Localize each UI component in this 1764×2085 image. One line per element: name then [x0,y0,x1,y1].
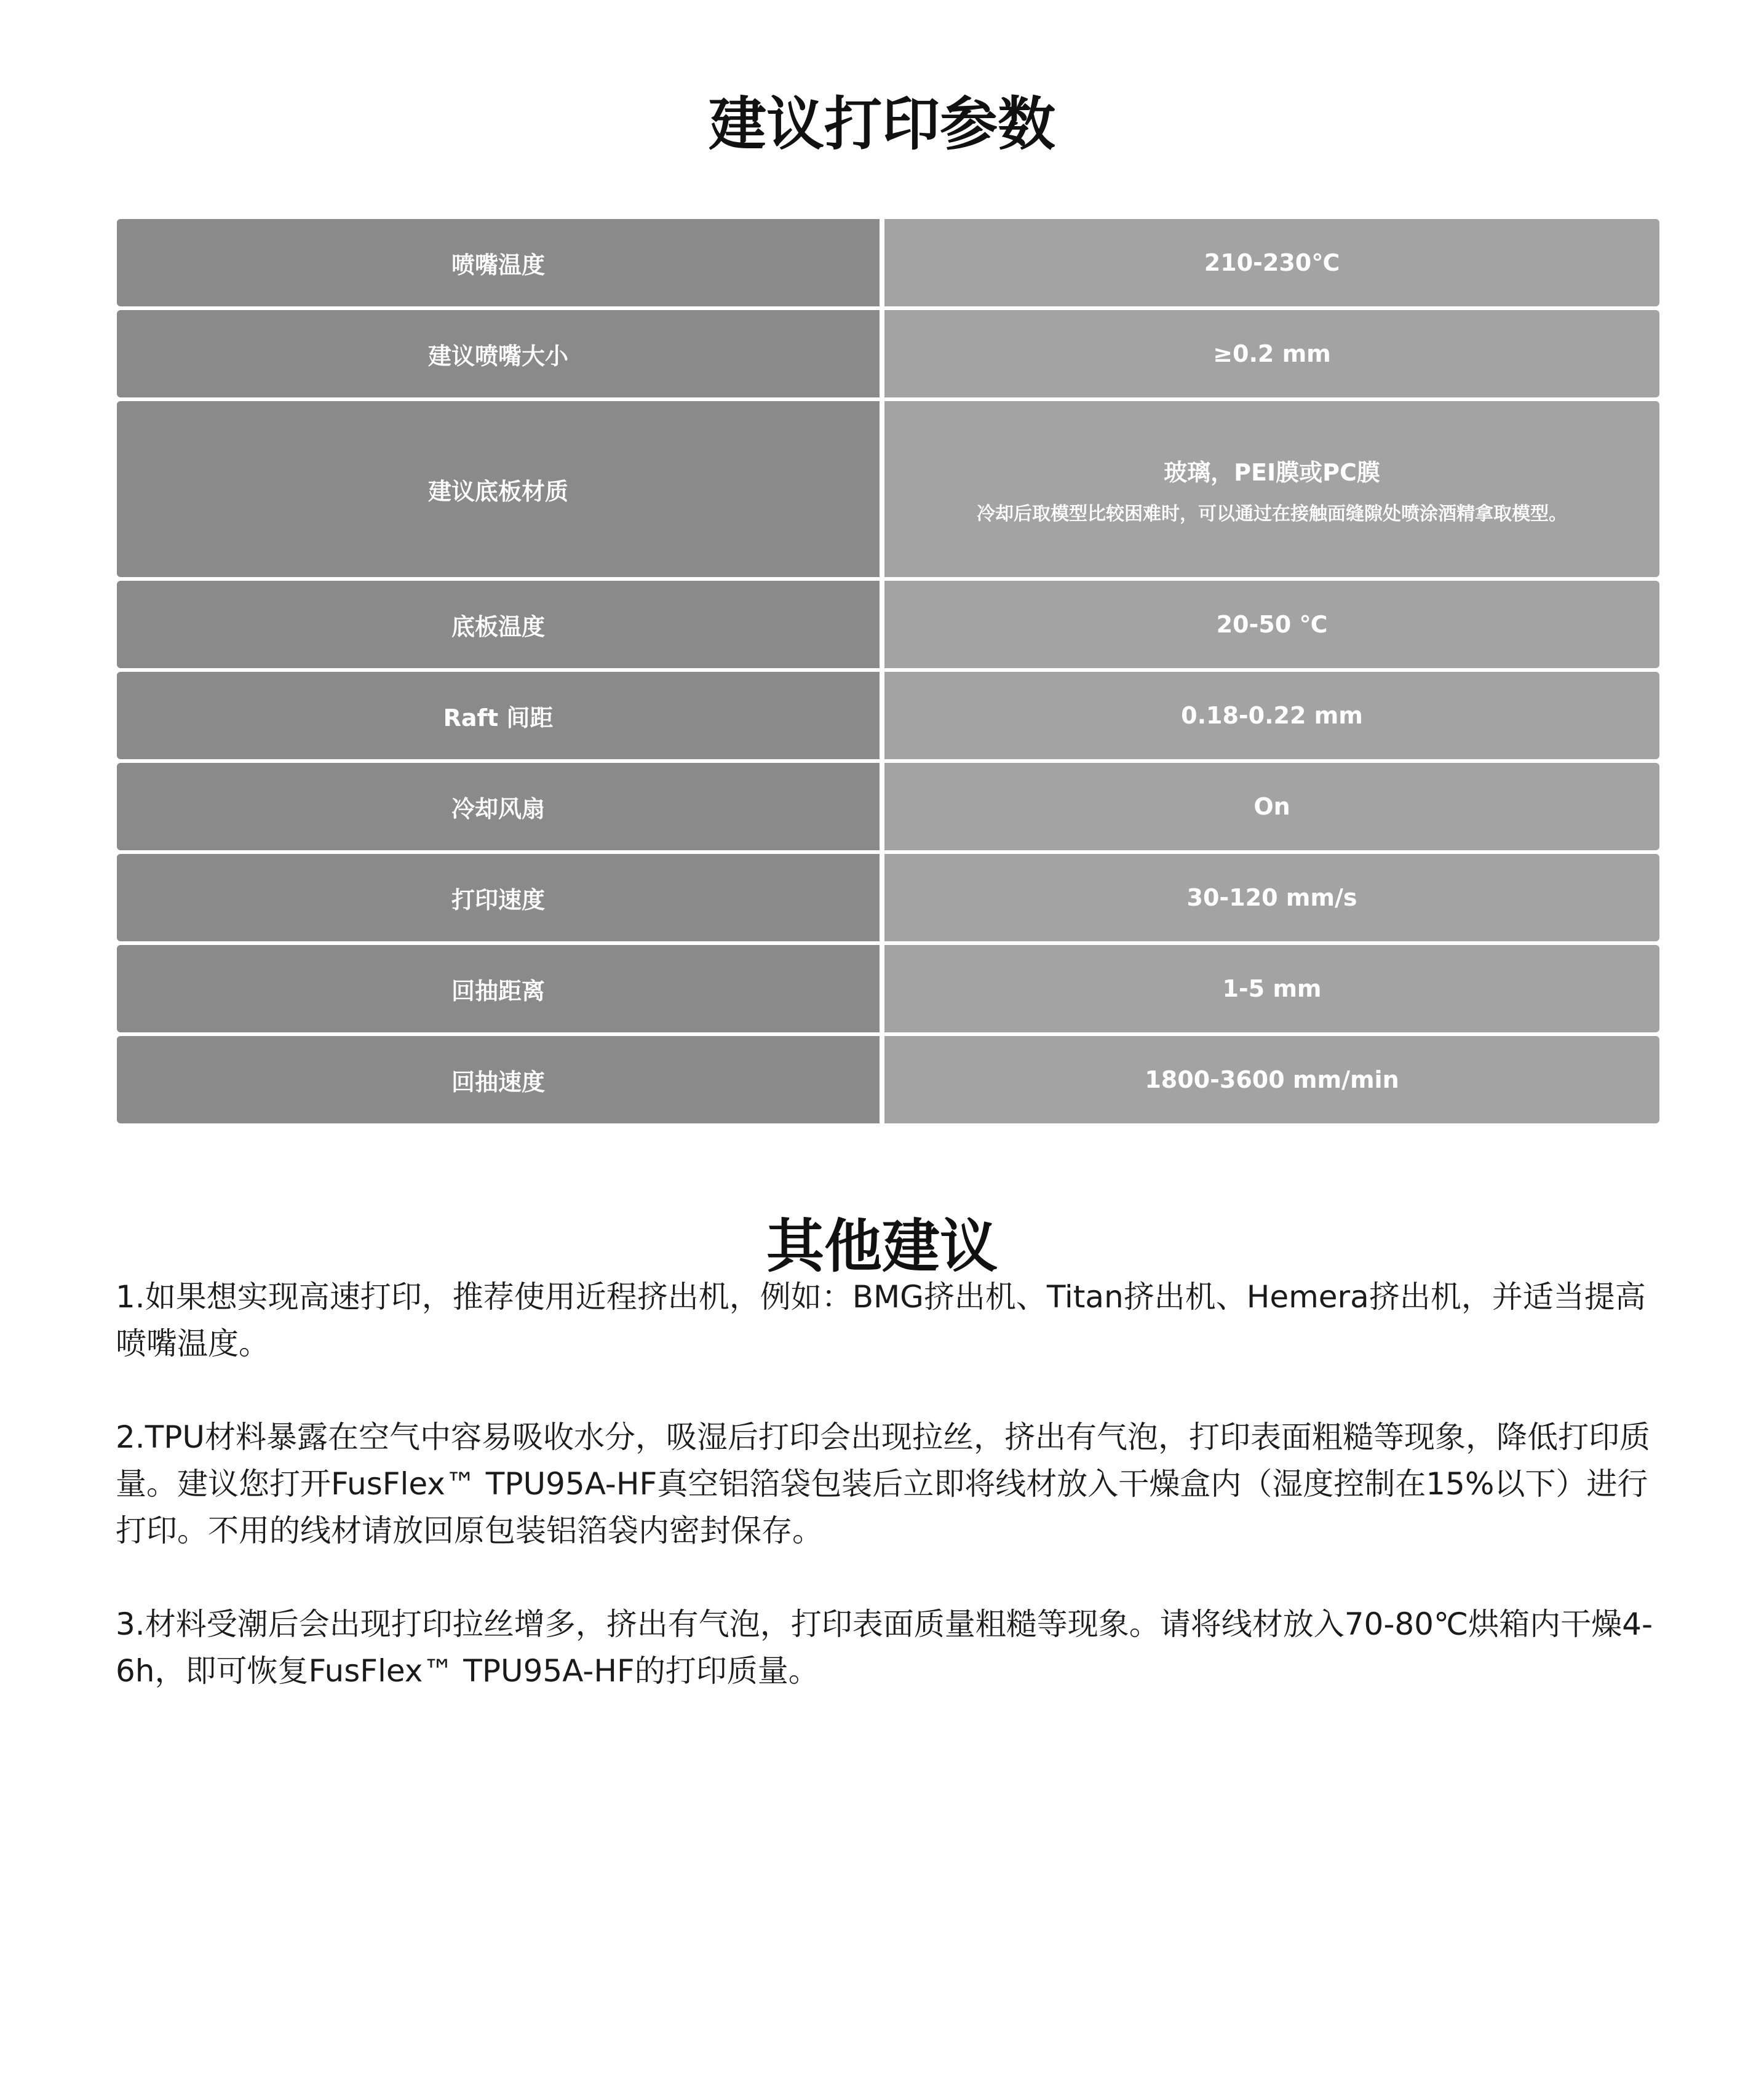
print-params-table [117,219,1659,1123]
advice-paragraph: 1.如果想实现高速打印，推荐使用近程挤出机，例如：BMG挤出机、Titan挤出机、Hemera挤出机，并适当提高喷嘴温度。 [116,1279,1646,1361]
advice-paragraph: 2.TPU材料暴露在空气中容易吸收水分，吸湿后打印会出现拉丝，挤出有气泡，打印表面粗糙等现象，降低打印质量。建议您打开FusFlex™ TPU95A-HF真空铝箔袋包装后立即将线材放入干燥盒内（湿度控制在15%以下）进行打印。不用的线材请放回原包装铝箔袋内密封保存。 [116,1419,1650,1549]
advice-paragraph: 3.材料受潮后会出现打印拉丝增多，挤出有气泡，打印表面质量粗糙等现象。请将线材放入70-80℃烘箱内干燥4-6h，即可恢复FusFlex™ TPU95A-HF的打印质量。 [116,1606,1653,1689]
table-row [117,219,1659,306]
section-title-print-params: 建议打印参数 [708,91,1055,158]
param-value: 玻璃，PEI膜或PC膜 [1164,458,1380,486]
param-label: 建议底板材质 [117,401,880,577]
param-value-cell [884,945,1659,1032]
param-label: 建议喷嘴大小 [117,310,880,397]
table-row [117,581,1659,668]
param-label: 冷却风扇 [117,763,880,850]
table-row [117,401,1659,577]
param-note: 冷却后取模型比较困难时，可以通过在接触面缝隙处喷涂酒精拿取模型。 [977,503,1567,525]
table-row [117,310,1659,397]
param-label: 底板温度 [117,581,880,668]
param-value-cell [884,672,1659,759]
advice-list [116,1274,1653,1741]
param-value-cell [884,1036,1659,1123]
param-value-cell [884,763,1659,850]
param-label: 回抽速度 [117,1036,880,1123]
param-value-cell [884,310,1659,397]
table-row [117,763,1659,850]
param-value: 30-120 mm/s [1186,884,1357,911]
table-row [117,854,1659,941]
param-value-cell [884,581,1659,668]
param-label: Raft 间距 [117,672,880,759]
param-label: 回抽距离 [117,945,880,1032]
table-row [117,1036,1659,1123]
param-value: 210-230℃ [1204,249,1340,276]
param-label: 打印速度 [117,854,880,941]
section-title-other-advice: 其他建议 [766,1213,998,1280]
param-value-cell [884,219,1659,306]
param-value: 1-5 mm [1222,975,1322,1002]
param-value-cell [884,401,1659,577]
param-value: 0.18-0.22 mm [1181,702,1363,729]
param-value-cell [884,854,1659,941]
param-value: ≥0.2 mm [1213,340,1331,367]
param-value: 20-50 ℃ [1216,611,1328,638]
param-label: 喷嘴温度 [117,219,880,306]
param-value: 1800-3600 mm/min [1145,1066,1399,1093]
table-row [117,945,1659,1032]
param-value: On [1253,793,1290,820]
table-row [117,672,1659,759]
